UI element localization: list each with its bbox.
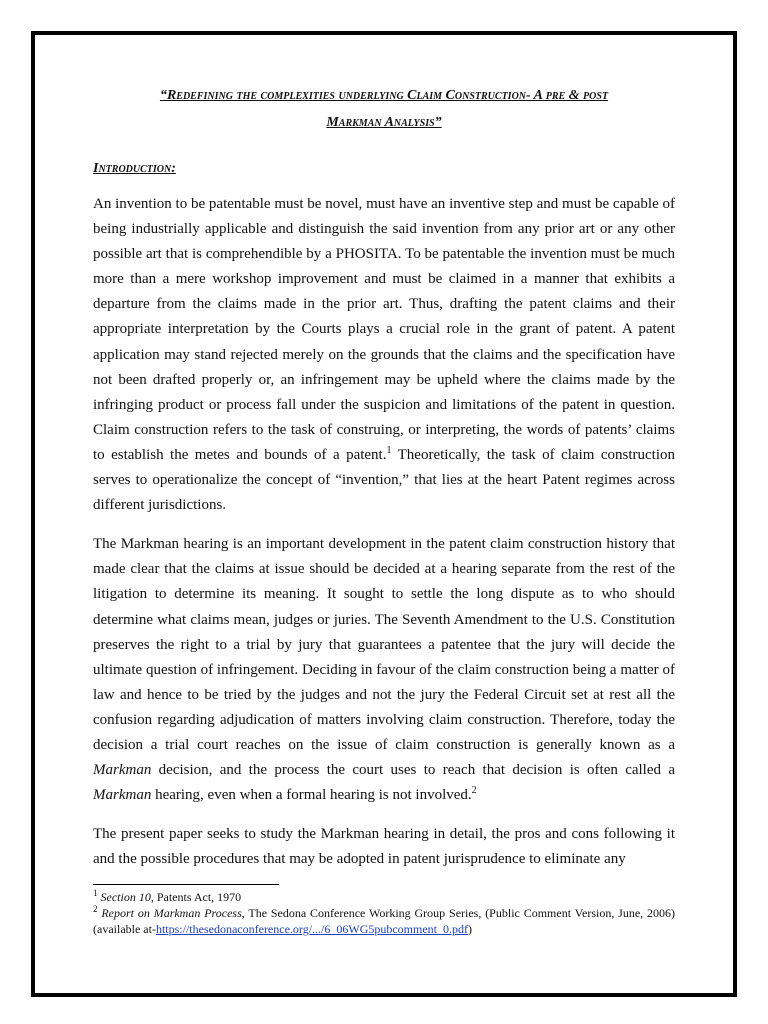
- title-line-1: “Redefining the complexities underlying Claim Construction- A pre & post: [159, 88, 609, 103]
- document-title: [93, 82, 675, 136]
- footnote-1-emphasis: Section 10: [100, 890, 151, 904]
- paragraph-2-text-a: The Markman hearing is an important development in the patent claim construction history that made clear that the claims at issue should be decided at a hearing separate from the rest of the litigation to determine its meaning. It sought to settle the long dispute as to who should determine what claims mean, judges or juries. The Seventh Amendment to the U.S. Constitution preserves the right to a trial by jury that guarantees a patentee that the jury will decide the ultimate question of infringement. Deciding in favour of the claim construction being a matter of law and hence to be tried by the judges and not the jury the Federal Circuit set at rest all the confusion regarding adjudication of matters involving claim construction. Therefore, today the decision a trial court reaches on the issue of claim construction is generally known as a: [93, 536, 675, 753]
- footnote-2: [93, 905, 675, 937]
- footnote-ref-1[interactable]: 1: [386, 444, 392, 456]
- footnote-1: [93, 889, 675, 905]
- footnote-1-mark: 1: [93, 888, 98, 898]
- paragraph-2-text-c: hearing, even when a formal hearing is not involved.: [151, 787, 472, 804]
- footnote-2-emphasis: Report on Markman Process: [101, 906, 242, 920]
- paragraph-2-emphasis-1: Markman: [93, 762, 152, 779]
- footnote-2-text: , The Sedona Conference Working Group Series, (Public Comment Version, June, 2006) (available at-: [93, 906, 675, 936]
- footnote-2-mark: 2: [93, 904, 98, 914]
- paragraph-2-text-b: decision, and the process the court uses to reach that decision is often called a: [151, 762, 675, 779]
- paragraph-2-emphasis-2: Markman: [93, 787, 152, 804]
- footnotes: [93, 889, 675, 937]
- footnote-1-text: , Patents Act, 1970: [150, 890, 242, 904]
- section-heading-introduction: Introduction:: [93, 161, 176, 176]
- footnote-2-link[interactable]: https://thesedonaconference.org/.../6_06WG5pubcomment_0.pdf: [155, 922, 469, 936]
- paragraph-1-tail: Theoretically, the task of claim construction serves to operationalize the concept of “invention,” that lies at the heart Patent regimes across different jurisdictions.: [93, 446, 675, 514]
- footnote-ref-2[interactable]: 2: [471, 785, 477, 797]
- paragraph-1: [93, 192, 675, 518]
- paragraph-3: The present paper seeks to study the Markman hearing in detail, the pros and cons following it and the possible procedures that may be adopted in patent jurisprudence to eliminate any: [93, 826, 675, 868]
- footnote-2-close: ): [468, 922, 473, 936]
- document-body: [93, 82, 675, 872]
- footnote-separator: [93, 884, 279, 885]
- title-line-2: Markman Analysis”: [326, 115, 442, 130]
- paragraph-2: [93, 532, 675, 808]
- paragraph-1-text: An invention to be patentable must be novel, must have an inventive step and must be capable of being industrially applicable and distinguish the said invention from any prior art or any other possible art that is comprehendible by a PHOSITA. To be patentable the invention must be much more than a mere workshop improvement and must be claimed in a manner that exhibits a departure from the claims made in the prior art. Thus, drafting the patent claims and their appropriate interpretation by the Courts plays a crucial role in the grant of patent. A patent application may stand rejected merely on the grounds that the claims and the specification have not been drafted properly or, an infringement may be upheld where the claims made by the infringing product or process fall under the suspicion and limitations of the patent in question. Claim construction refers to the task of construing, or interpreting, the words of patents’ claims to establish the metes and bounds of a patent.: [93, 196, 675, 463]
